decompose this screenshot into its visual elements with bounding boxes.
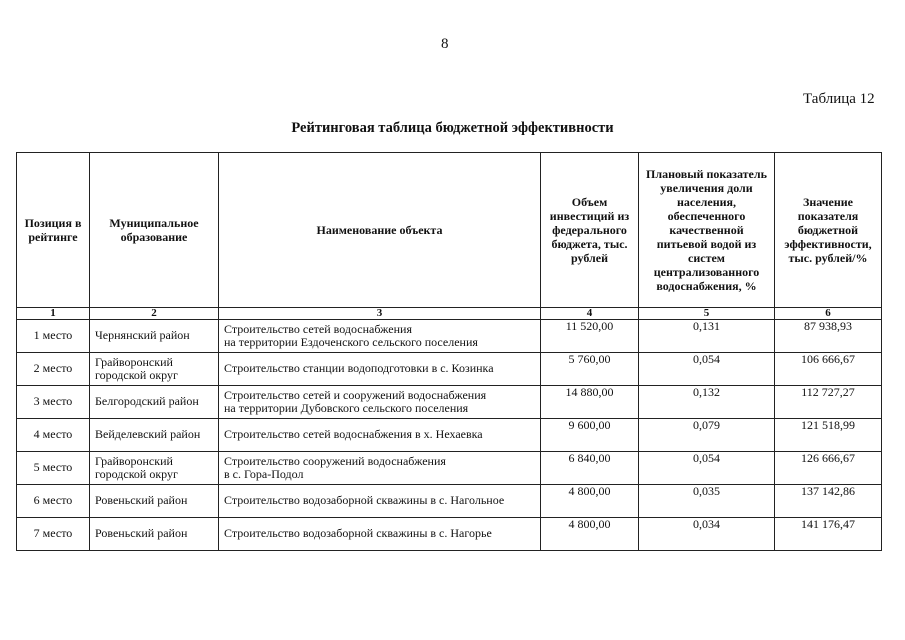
position-cell: 2 место <box>17 353 90 386</box>
object-cell <box>219 320 541 353</box>
object-line: Строительство сетей водоснабжения в х. Нехаевка <box>224 427 483 442</box>
efficiency-cell: 87 938,93 <box>775 320 882 353</box>
page-number: 8 <box>441 36 449 52</box>
page-title: Рейтинговая таблица бюджетной эффективности <box>291 120 614 136</box>
efficiency-cell: 141 176,47 <box>775 518 882 551</box>
efficiency-cell: 126 666,67 <box>775 452 882 485</box>
header-object: Наименование объекта <box>219 153 541 308</box>
object-line: Строительство водозаборной скважины в с. Нагольное <box>224 493 505 508</box>
investment-cell: 9 600,00 <box>541 419 639 452</box>
municipality-cell: Грайворонский городской округ <box>90 353 219 386</box>
object-line: Строительство сетей водоснабжения <box>224 321 412 336</box>
object-cell <box>219 386 541 419</box>
table-row <box>17 419 882 452</box>
municipality-cell: Ровеньский район <box>90 485 219 518</box>
municipality-cell: Чернянский район <box>90 320 219 353</box>
share-cell: 0,035 <box>639 485 775 518</box>
header-share: Плановый показатель увеличения доли населения, обеспеченного качественной питьевой водой из систем централизованного водоснабжения, % <box>639 153 775 308</box>
position-cell: 7 место <box>17 518 90 551</box>
investment-cell: 11 520,00 <box>541 320 639 353</box>
column-number: 2 <box>90 308 219 320</box>
object-line: Строительство водозаборной скважины в с. Нагорье <box>224 526 492 541</box>
object-cell <box>219 353 541 386</box>
header-investment: Объем инвестиций из федерального бюджета, тыс. рублей <box>541 153 639 308</box>
object-line: Строительство сетей и сооружений водоснабжения <box>224 387 487 402</box>
investment-cell: 14 880,00 <box>541 386 639 419</box>
position-cell: 1 место <box>17 320 90 353</box>
investment-cell: 6 840,00 <box>541 452 639 485</box>
share-cell: 0,079 <box>639 419 775 452</box>
share-cell: 0,034 <box>639 518 775 551</box>
column-number: 3 <box>219 308 541 320</box>
table-row <box>17 320 882 353</box>
object-line: Строительство станции водоподготовки в с. Козинка <box>224 361 494 376</box>
investment-cell: 4 800,00 <box>541 485 639 518</box>
column-number-row <box>17 308 882 320</box>
investment-cell: 4 800,00 <box>541 518 639 551</box>
header-efficiency: Значение показателя бюджетной эффективности, тыс. рублей/% <box>775 153 882 308</box>
share-cell: 0,054 <box>639 353 775 386</box>
efficiency-cell: 112 727,27 <box>775 386 882 419</box>
object-cell <box>219 452 541 485</box>
object-line: Строительство сооружений водоснабжения <box>224 453 446 468</box>
header-municipality: Муниципальное образование <box>90 153 219 308</box>
object-cell <box>219 485 541 518</box>
table-row <box>17 485 882 518</box>
object-line: в с. Гора-Подол <box>224 467 304 481</box>
efficiency-cell: 106 666,67 <box>775 353 882 386</box>
position-cell: 3 место <box>17 386 90 419</box>
position-cell: 6 место <box>17 485 90 518</box>
efficiency-cell: 121 518,99 <box>775 419 882 452</box>
object-cell <box>219 419 541 452</box>
object-line: на территории Ездоченского сельского поселения <box>224 335 478 349</box>
object-line: на территории Дубовского сельского поселения <box>224 401 469 415</box>
header-row <box>17 153 882 308</box>
municipality-cell: Грайворонский городской округ <box>90 452 219 485</box>
column-number: 5 <box>639 308 775 320</box>
column-number: 4 <box>541 308 639 320</box>
column-number: 1 <box>17 308 90 320</box>
municipality-cell: Вейделевский район <box>90 419 219 452</box>
rating-table <box>16 152 882 551</box>
position-cell: 4 место <box>17 419 90 452</box>
column-number: 6 <box>775 308 882 320</box>
municipality-cell: Белгородский район <box>90 386 219 419</box>
share-cell: 0,054 <box>639 452 775 485</box>
position-cell: 5 место <box>17 452 90 485</box>
object-cell <box>219 518 541 551</box>
table-row <box>17 452 882 485</box>
share-cell: 0,131 <box>639 320 775 353</box>
municipality-cell: Ровеньский район <box>90 518 219 551</box>
table-row <box>17 353 882 386</box>
header-position: Позиция в рейтинге <box>17 153 90 308</box>
table-row <box>17 518 882 551</box>
efficiency-cell: 137 142,86 <box>775 485 882 518</box>
table-label: Таблица 12 <box>803 91 875 107</box>
investment-cell: 5 760,00 <box>541 353 639 386</box>
table-row <box>17 386 882 419</box>
share-cell: 0,132 <box>639 386 775 419</box>
